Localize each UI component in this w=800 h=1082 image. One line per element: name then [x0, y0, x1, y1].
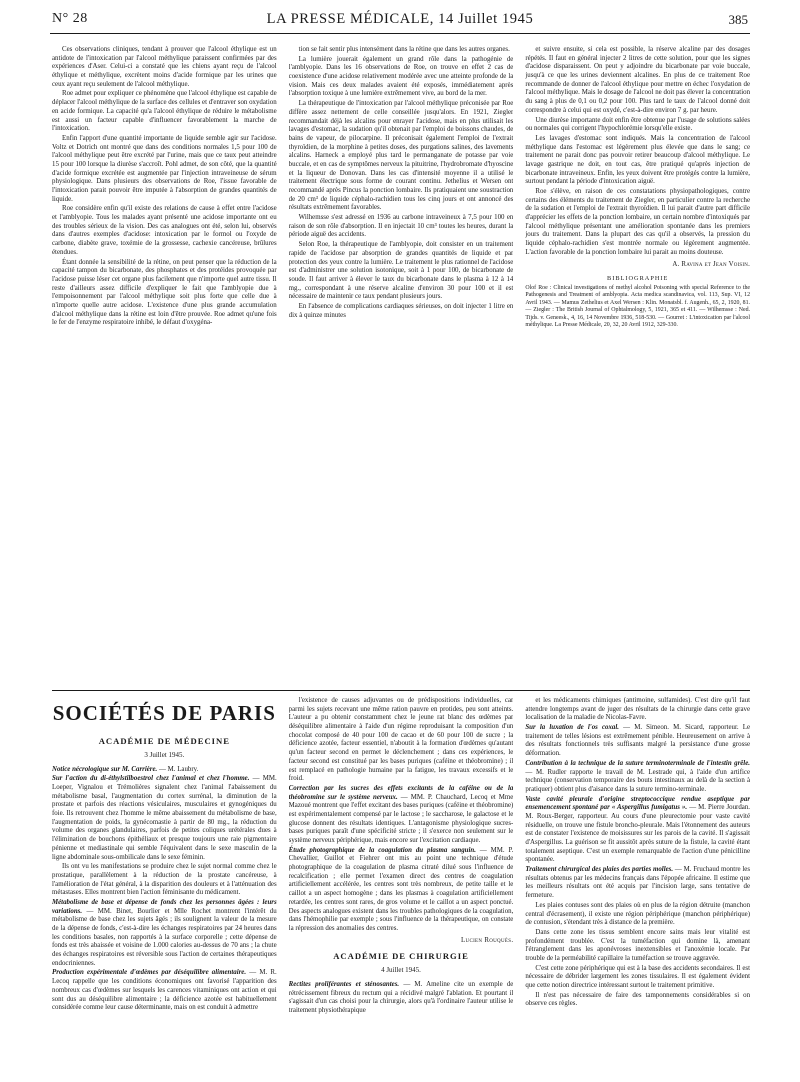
- article-paragraph: Roe considère enfin qu'il existe des relations de cause à effet entre l'acidose et l'amblyopie. Tous les malades ayant présenté une acidose importante ont eu des troubles sérieux de la vision. Des cas analogues ont été, selon lui, observés dans d'autres exemples d'acidose: intoxication par le formol ou l'oxyde de carbone, diabète grave, toxémie de la grossesse, cachexie cancéreuse, brûlures étendues.: [52, 205, 277, 256]
- report-body: — MM. Loeper, Vignalou et Trémolières signalent chez l'animal l'abaissement du métabolisme basal, l'augmentation du cortex surrénal, la diminution de la prostate et parfois des réactions vésiculaires, musculaires et gynogéniques du foie. Ils retrouvent chez l'homme le même abaissement du métabolisme de base, l'augmentation de poids, la gynécomastie à partir de 80 mg., la réduction du volume des organes glandulaires, parfois de petites coliques urétérales dues à l'élimination de bouchons épithéliaux et presque toujours une raie pigmentaire pénienne et mediastinale qui semble l'équivalent dans le sexe masculin de la ligne abdominale sous-ombilicale dans le sexe féminin.: [52, 775, 277, 861]
- report-title: Métabolisme de base et dépense de fonds chez les personnes âgées : leurs variations.: [52, 898, 277, 915]
- report-paragraph: [525, 796, 750, 866]
- report-body: et les médicaments chimiques (antimoine, sulfamides). C'est dire qu'il faut attendre longtemps avant de juger des résultats de la chirurgie dans cette grave localisation de la maladie de Nicolas-Favre.: [525, 697, 751, 722]
- report-paragraph: [52, 969, 277, 1012]
- report-paragraph: [525, 965, 750, 991]
- article-paragraph: La thérapeutique de l'intoxication par l'alcool méthylique préconisée par Roe diffère assez nettement de celle conseillée jusqu'alors. En 1921, Ziegler recommandait déjà les alcalins pour enrayer l'acidose, mais en plus utilisait les lavages d'estomac, la sudation qu'il obtenait par l'emploi de boissons chaudes, de bains de vapeur, de pilocarpine. Il préconisait également l'emploi de l'extrait thyroïdien, de la morphine à petites doses, des purgations salines, des lavements alcalins. Harneck a employé plus tard le permanganate de potasse par voie buccale, et en cas de symptômes nerveux la pituitrine, l'hydrobromate d'hyoscine et la liqueur de Donovan. Dans les cas d'intensité moyenne il a utilisé le traitement électrique sous forme de courant continu. Jethelius et Wersen ont recommandé après Pincus la ponction lombaire. Ils pratiquaient une soustraction de 20 cm³ de liquide céphalo-rachidien tous les cinq jours et ont annoncé des résultats extrêmement favorables.: [288, 100, 514, 212]
- article-paragraph: tion se fait sentir plus intensément dans la rétine que dans les autres organes.: [298, 46, 510, 53]
- medecine-reports-2: [289, 697, 514, 934]
- article-paragraph: Les lavages d'estomac sont indiqués. Mais la concentration de l'alcool méthylique dans l'estomac est légèrement plus élevée que dans le sang; ce traitement ne parait donc pas pouvoir retirer beaucoup d'alcool méthylique. Le lavage gastrique ne doit, en tout cas, être pratiqué qu'après injection de bicarbonate intraveineux. Enfin, les yeux doivent être protégés contre la lumière, surtout pendant la période d'intoxication aiguë.: [525, 134, 751, 186]
- report-paragraph: [525, 902, 750, 928]
- bibliography-title: BIBLIOGRAPHIE: [607, 275, 669, 283]
- report-title: Étude photographique de la coagulation du plasma sanguin.: [288, 846, 476, 854]
- report-title: Sur la luxation de l'os coxal.: [525, 724, 620, 732]
- issue-number: N° 28: [52, 11, 88, 26]
- report-body: — M. Simeon. M. Sicard, rapporteur. Le traitement de telles lésions est extrêmement pénible. Heureusement on arrive à des résultats fonctionnels très suffisants malgré la persistance d'une grosse déformation.: [525, 724, 751, 758]
- report-body: — M. Ameline cite un exemple de rétrécissement fibreux du rectum qui a récidivé malgré l'ablation. Et pourtant il s'agissait d'un cas choisi pour la chirurgie, alors qu'à l'ordinaire l'auteur utilise le traitement physiothérapique: [288, 980, 514, 1014]
- societes-column-3: [525, 697, 750, 1069]
- report-paragraph: [525, 724, 750, 759]
- article-columns: [52, 46, 750, 686]
- report-body: Les plaies contuses sont des plaies où en plus de la région détruite (manchon central d'écrasement), il existe une région périphérique (manchon périphérique) de contusion, s'étendant très à distance de la première.: [525, 901, 751, 927]
- academie-medecine-title: ACADÉMIE DE MÉDECINE: [98, 736, 230, 746]
- article-paragraph: En l'absence de complications cardiaques sérieuses, on doit injecter 1 litre en dix à quinze minutes: [288, 302, 514, 319]
- report-body: Ils ont vu les manifestations se produire chez le sujet normal comme chez le prostatique, parallèlement à la réduction de la prostate cancéreuse, à l'amélioration de l'état général, à la disparition des douleurs et à l'atténuation des métastases. Elles montrent bien l'action féminisante du médicament.: [52, 863, 277, 897]
- report-body: — M. Rudler rapporte le travail de M. Lestrade qui, à l'aide d'un artifice technique (conservation temporaire des bouts intestinaux au delà de la section à pratiquer) obtient plus d'aisance dans la suture termino-terminale.: [525, 768, 751, 793]
- article-paragraph: Étant donnée la sensibilité de la rétine, on peut penser que la réduction de la capacité tampon du bicarbonate, des phosphates et des protéides provoquée par l'acidose puisse léser cet organe plus facilement que n'importe quel autre tissu. Il reste d'ailleurs assez difficile d'expliquer le fait que l'amblyopie due à l'empoisonnement par l'alcool méthylique soit plus forte que celle due à n'importe quelle autre acidose. L'existence d'une plus grande accumulation d'alcool méthylique dans la rétine est loin d'être prouvée. Roe admet qu'une fois le fer de l'enzyme respiratoire inhibé, le défaut d'oxygéna-: [52, 258, 277, 327]
- report-title: Notice nécrologique sur M. Carrière.: [52, 765, 158, 773]
- chirurgie-reports-1: [289, 981, 514, 1016]
- report-paragraph: [52, 899, 277, 969]
- article-paragraph: Une diurèse importante doit enfin être obtenue par l'usage de solutions salées ou normales qui corrigent l'hypochlorémie lorsqu'elle existe.: [525, 116, 751, 133]
- report-title: Sur l'action du di-éthylstilboestrol chez l'animal et chez l'homme.: [52, 775, 250, 783]
- article-column-2: [289, 46, 514, 686]
- page-header: [50, 11, 750, 34]
- report-paragraph: [52, 766, 277, 775]
- article-signature: A. Ravina et Jean Voisin.: [672, 260, 751, 268]
- societes-heading: SOCIÉTÉS DE PARIS: [52, 701, 276, 725]
- academie-medecine-date: 3 Juillet 1945.: [144, 750, 185, 759]
- report-paragraph: [525, 929, 750, 964]
- report-title: Traitement chirurgical des plaies des parties molles.: [525, 866, 674, 874]
- report-body: l'existence de causes adjuvantes ou de prédispositions individuelles, car parmi les sujets recevant une même ration pauvre en protides, peu sont atteints. L'auteur a pu obtenir constamment chez le jeune rat blanc des œdèmes par déséquilibre alimentaire à l'aide d'un régime reproduisant la composition d'un chocolat composé de 40 pour 100 de cacao et de 60 pour 100 de sucre ; la déficience azotée, facteur essentiel, n'aboutit à la formation d'œdèmes qu'autant qu'un facteur second en permet le déclenchement ; dans ces expériences, le facteur second est constitué par les bases puriques (caféine et théobromine) ; il est remplacé en pathologie humaine par la fatigue, les travaux excessifs et le froid.: [288, 697, 514, 783]
- article-column-3-body: [525, 46, 750, 258]
- report-body: — M. R. Lecoq rappelle que les conditions économiques ont favorisé l'apparition des nombreux cas d'œdèmes sur lesquels les carences vitaminiques ont action et qui sont dus au déséquilibre alimentaire ; la déficience azotée est habituellement considérée comme leur cause déterminante, mais on est conduit à admettre: [52, 969, 277, 1012]
- report-body: Dans cette zone les tissus semblent encore sains mais leur vitalité est profondément troublée. C'est la tuméfaction qui domine là, amenant l'étranglement dans les aponévroses inextensibles et l'anoxémie locale. Par trouble de la perméabilité capillaire la tuméfaction se trouve aggravée.: [525, 928, 751, 962]
- report-paragraph: [289, 981, 514, 1016]
- report-title: Correction par les sucres des effets excitants de la caféine ou de la théobromine sur le système nerveux.: [288, 784, 514, 801]
- report-paragraph: [289, 847, 514, 934]
- academie-chirurgie-date: 4 Juillet 1945.: [381, 966, 421, 975]
- report-body: C'est cette zone périphérique qui est à la base des accidents secondaires. Il est nécessaire de débrider largement les zones tissulaires. Il est également évident que cette notion directrice intéressant surtout le traitement primitive.: [525, 964, 751, 989]
- report-body: — M. Fruchaud montre les résultats obtenus par les médecins français dans l'épopée africaine. Il estime que les meilleurs résultats ont été acquis par l'incision large, sans tentative de fermeture.: [525, 866, 751, 900]
- article-paragraph: Enfin l'apport d'une quantité importante de liquide semble agir sur l'acidose. Voltz et Dotrich ont montré que dans des conditions normales 1,5 pour 100 de l'alcool méthylique peut être excrété par l'urine, mais que ce taux peut atteindre 15 pour 100 lorsque la diurèse s'accroît. Pohl admet, de son côté, que la quantité d'acide formique excrétée est augmentée par l'injection intraveineuse de sérum physiologique. Dans plusieurs des observations de Roe, l'issue favorable de l'intoxication parait pouvoir être imputée à l'absorption de grandes quantités de liquide.: [52, 134, 277, 203]
- report-paragraph: [525, 866, 750, 901]
- report-paragraph: [289, 697, 514, 784]
- article-paragraph: La lumière jouerait également un grand rôle dans la pathogénie de l'amblyopie. Dans les 16 observations de Roe, on trouve en effet 2 cas de coexistence d'une acidose relativement modérée avec une atteinte profonde de la vision. Mais ces deux malades avaient été exposés, immédiatement après l'absorption toxique à une lumière extrêmement vive, au bord de la mer.: [288, 55, 514, 98]
- report-title: Rectites proliférantes et sténosantes.: [288, 980, 400, 988]
- bibliography-text: Olof Roe : Clinical investigations of methyl alcohol Poisoning with special Reference to the Pathogenesis and Treatment of amblyopia. Acta medica scandinavica, vol. 113, Sup. VI, 12 Avril 1943. — Mamus Zethelius et Axel Wersen : Klin. Monatsbl. f. Augenh., 65, 2, 1920, 81. — Ziegler : The British Journal of Ophtalmology, 5, 1921, 365 et 411. — Wilhemsse : Ned. Tijds. v. Geneesk., 4, 16, 14 Novembre 1936, 518-530. — Gourret : L'intoxication par l'alcool méthylique. La Presse Médicale, 20, 32, 20 Avril 1912, 329-330.: [525, 285, 751, 328]
- chirurgie-reports-2: [525, 697, 750, 1009]
- societes-column-1: [52, 697, 277, 1069]
- report-body: — MM. Binet, Bourlier et Mlle Rochet montrent l'intérêt du métabolisme de base chez les sujets âgés ; ils soulignent la valeur de la mesure de la dépense de fonds, c'est-à-dire les échanges respiratoires par 24 heures dans les conditions basales, non rapportés à la surface corporelle ; cette dépense de fonds est très abaissée et voisine de 1.000 calories au-dessus de 70 ans ; la chute des échanges respiratoires est réversible sous l'action de certaines thérapeutiques endocriniennes.: [52, 907, 277, 967]
- article-paragraph: Roe s'élève, en raison de ces constatations physiopathologiques, contre certains des éléments du traitement de Ziegler, en particulier contre la recherche de la sudation et l'emploi de l'extrait thyroïdien. Il lui parait d'autre part difficile d'apprécier les effets de la ponction lombaire, un certain nombre d'intoxiqués par l'alcool méthylique présentant une amélioration spontanée dans les premiers jours du traitement. Dans la plupart des cas qu'il a observés, la pression du liquide céphalo-rachidien s'est montrée normale ou légèrement augmentée. L'action favorable de la ponction lombaire lui parait au moins douteuse.: [525, 188, 751, 256]
- report-paragraph: [289, 785, 514, 846]
- article-paragraph: Roe admet pour expliquer ce phénomène que l'alcool éthylique est capable de déplacer l'alcool méthylique de la surface des cellules et d'entraver son oxydation en acide formique. La capacité qu'a l'alcool éthylique de réduire le métabolisme est aussi un facteur capable d'influencer favorablement la marche de l'intoxication.: [52, 90, 277, 133]
- report-body: Il n'est pas nécessaire de faire des tamponnements considérables si on observe ces règles.: [525, 991, 751, 1008]
- report-title: Production expérimentale d'œdèmes par déséquilibre alimentaire.: [52, 969, 247, 977]
- report-paragraph: [525, 992, 750, 1009]
- article-paragraph: Wilhemsse s'est adressé en 1936 au carbone intraveineux à 7,5 pour 100 en raison de son rôle d'absorption. Il en injectait 10 cm³ toutes les heures, durant la période aiguë des accidents.: [288, 214, 514, 239]
- report-body: — M. Pierre Jourdan. M. Roux-Berger, rapporteur. Au cours d'une pleurectomie pour vaste cavité résiduelle, on trouve une fistule broncho-pleurale. Mais l'étonnement des auteurs est de constater l'existence de moisissures sur les parois de la cavité. Il s'agissait d'Aspergillus. La guérison se fit aussitôt après suture de la fistule, la cavité étant totalement aseptique. C'est un exemple remarquable de l'action d'une pénicilline spontanée.: [525, 804, 751, 864]
- societes-column-2: [289, 697, 514, 1069]
- section-divider: [52, 690, 750, 691]
- report-paragraph: [525, 760, 750, 795]
- masthead-title: LA PRESSE MÉDICALE, 14 Juillet 1945: [266, 11, 534, 27]
- medecine-author: Lucien Rouquès.: [461, 936, 514, 944]
- report-body: — MM. P. Chauchard, Lecoq et Mme Mazoué montrent que l'effet excitant des bases puriques (caféine et théobromine) est expérimentalement compensé par le lactose ; le saccharose, le galactose et le glucose donnent des résultats identiques. L'antagonisme physiologique sucres-bases puriques paraît d'une spécificité stricte ; il s'exerce non seulement sur le système nerveux périphérique, mais encore sur l'excitation cardiaque.: [288, 793, 514, 844]
- article-paragraph: et suivre ensuite, si cela est possible, la réserve alcaline par des dosages répétés. Il faut en général injecter 2 litres de cette solution, pour que les signes d'acidose disparaissent. On peut y adjoindre du bicarbonate par voie buccale, jusqu'à ce que les urines deviennent alcalines. En plus de ce traitement Roe recommande de donner de l'alcool éthylique pour mettre en échec l'oxydation de l'alcool méthylique. Mais le dosage de l'alcool ne doit pas élever la concentration du sang à plus de 0,1 ou 0,2 pour 100. Plus tard le taux de l'alcool donné doit correspondre à celui qui est oxydé, c'est-à-dire environ 7 g. par heure.: [525, 46, 751, 114]
- article-paragraph: Selon Roe, la thérapeutique de l'amblyopie, doit consister en un traitement rapide de l'acidose par absorption de grandes quantités de liquide et par protection des yeux contre la lumière. Le traitement le plus rationnel de l'acidose est d'administrer une solution isotonique, soit à 1 pour 100, de bicarbonate de soude. Il faut arriver à élever le taux du bicarbonate dans le plasma à 12 à 14 mg., correspondant à une réserve alcaline d'environ 30 pour 100 et il est nécessaire de maintenir ce taux pendant plusieurs jours.: [288, 241, 514, 301]
- report-paragraph: [52, 775, 277, 862]
- article-column-1: [52, 46, 277, 686]
- article-column-3: [525, 46, 750, 686]
- academie-chirurgie-title: ACADÉMIE DE CHIRURGIE: [333, 951, 469, 962]
- report-body: — MM. P. Chevallier, Guillot et Fiehrer ont mis au point une technique d'étude photographique de la coagulation de plasma citraté dilué sous l'influence de recalcification ; elle permet l'examen direct des centres de coagulation artificiellement accélérée, les centres sont très nombreux, de petite taille et le caillot a un aspect homogène ; dans les plasmas à coagulation artificiellement retardée, les centres sont rares, de gros volume et le caillot a un aspect ponctué. Des aspects analogues existent dans les troubles pathologiques de la coagulation, dans l'hémophilie par exemple ; sous l'influence de la thérapeutique, on constate la répression des anomalies des centres.: [288, 846, 514, 932]
- report-paragraph: [525, 697, 750, 723]
- medecine-reports-1: [52, 766, 277, 1013]
- report-paragraph: [52, 863, 277, 898]
- report-title: Vaste cavité pleurale d'origine streptococcique rendue aseptique par ensemencement spontané par « Aspergillus fumigatus ».: [525, 795, 751, 812]
- article-paragraph: Ces observations cliniques, tendant à prouver que l'alcool éthylique est un antidote de l'intoxication par l'alcool méthylique paraissent confirmées par des expériences d'Aser. Celui-ci a constaté que les chiens ayant reçu de l'alcool éthylique et méthylique, excrètent moins d'acide formique par les urines que ceux ayant reçu seulement de l'alcool méthylique.: [52, 46, 277, 88]
- report-body: — M. Laubry.: [157, 765, 199, 773]
- page-number: 385: [728, 12, 748, 27]
- report-title: Contribution à la technique de la suture terminoterminale de l'intestin grêle.: [525, 759, 751, 767]
- societes-columns: [52, 697, 750, 1069]
